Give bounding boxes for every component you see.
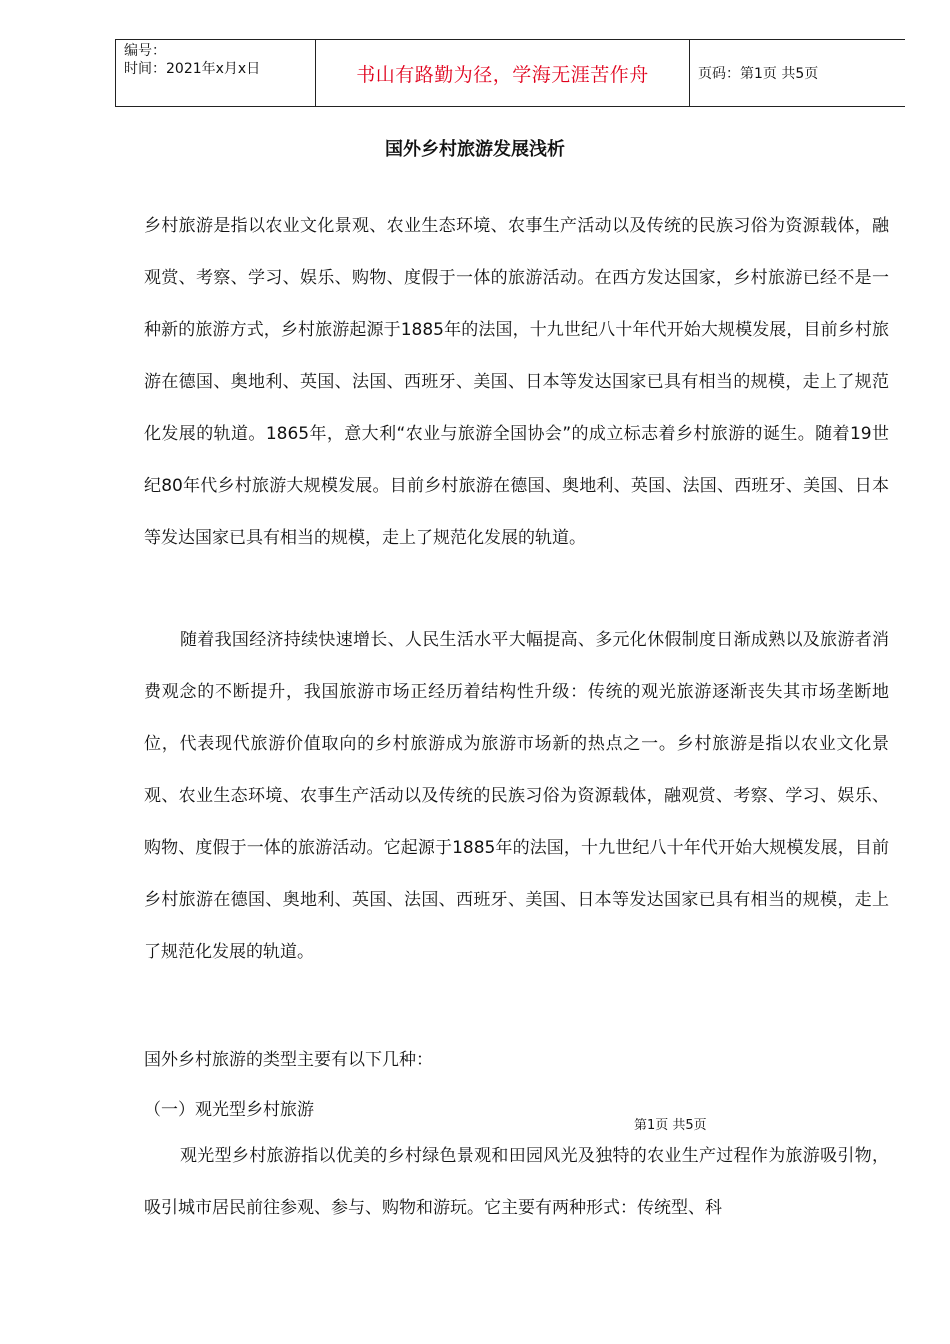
document-title: 国外乡村旅游发展浅析 [385,139,565,160]
header-motto: 书山有路勤为径，学海无涯苦作舟 [356,63,649,86]
header-motto-cell [316,40,690,107]
document-number-label: 编号： [124,43,166,59]
header-page-cell [690,40,906,107]
footer-page-number: 第1页 共5页 [634,1118,707,1133]
types-intro: 国外乡村旅游的类型主要有以下几种： [144,1050,433,1070]
document-time-label: 时间：2021年x月x日 [124,61,261,77]
body-paragraph-3: 观光型乡村旅游指以优美的乡村绿色景观和田园风光及独特的农业生产过程作为旅游吸引物，吸引城市居民前往参观、参与、购物和游玩。它主要有两种形式：传统型、科 [144,1146,889,1218]
section-heading-1: （一）观光型乡村旅游 [144,1100,314,1120]
body-paragraph-2: 随着我国经济持续快速增长、人民生活水平大幅提高、多元化休假制度日渐成熟以及旅游者消费观念的不断提升，我国旅游市场正经历着结构性升级：传统的观光旅游逐渐丧失其市场垄断地位，代表现代旅游价值取向的乡村旅游成为旅游市场新的热点之一。乡村旅游是指以农业文化景观、农业生态环境、农事生产活动以及传统的民族习俗为资源载体，融观赏、考察、学习、娱乐、购物、度假于一体的旅游活动。它起源于1885年的法国，十九世纪八十年代开始大规模发展，目前乡村旅游在德国、奥地利、英国、法国、西班牙、美国、日本等发达国家已具有相当的规模，走上了规范化发展的轨道。 [144,630,889,962]
header-page-info: 页码：第1页 共5页 [698,66,819,82]
header-meta-cell [116,40,316,107]
body-paragraph-1: 乡村旅游是指以农业文化景观、农业生态环境、农事生产活动以及传统的民族习俗为资源载体，融观赏、考察、学习、娱乐、购物、度假于一体的旅游活动。在西方发达国家，乡村旅游已经不是一种新的旅游方式，乡村旅游起源于1885年的法国，十九世纪八十年代开始大规模发展，目前乡村旅游在德国、奥地利、英国、法国、西班牙、美国、日本等发达国家已具有相当的规模，走上了规范化发展的轨道。1865年，意大利“农业与旅游全国协会”的成立标志着乡村旅游的诞生。随着19世纪80年代乡村旅游大规模发展。目前乡村旅游在德国、奥地利、英国、法国、西班牙、美国、日本等发达国家已具有相当的规模，走上了规范化发展的轨道。 [144,216,889,548]
header-table [115,39,905,107]
